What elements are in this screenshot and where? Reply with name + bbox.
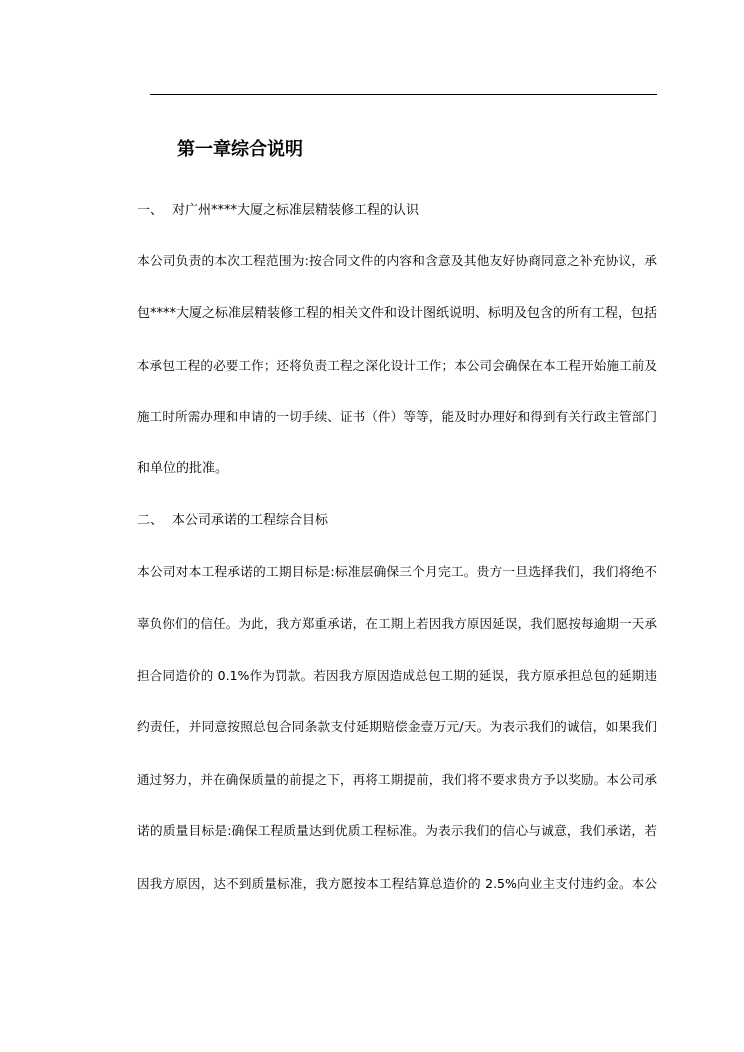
section-heading (137, 201, 419, 221)
paragraph-line: 因我方原因，达不到质量标准，我方愿按本工程结算总造价的 2.5%向业主支付违约金。本公 (137, 876, 657, 891)
paragraph-line: 诺的质量目标是:确保工程质量达到优质工程标准。为表示我们的信心与诚意，我们承诺，若 (137, 824, 657, 839)
paragraph-line: 本公司负责的本次工程范围为:按合同文件的内容和含意及其他友好协商同意之补充协议，承 (137, 254, 657, 269)
paragraph-line: 通过努力，并在确保质量的前提之下，再将工期提前，我们将不要求贵方予以奖励。本公司承 (137, 772, 657, 787)
paragraph-line: 和单位的批准。 (137, 461, 229, 476)
chapter-title: 第一章综合说明 (177, 139, 303, 160)
paragraph-line: 本公司对本工程承诺的工期目标是:标准层确保三个月完工。贵方一旦选择我们，我们将绝不 (137, 565, 657, 580)
header-rule (150, 94, 657, 95)
paragraph-line: 施工时所需办理和申请的一切手续、证书（件）等等，能及时办理好和得到有关行政主管部门 (137, 409, 657, 424)
section-number: 一、 (137, 203, 164, 218)
section-title: 本公司承诺的工程综合目标 (172, 513, 329, 528)
paragraph-line: 约责任，并同意按照总包合同条款支付延期赔偿金壹万元/天。为表示我们的诚信，如果我们 (137, 720, 657, 735)
section-number: 二、 (137, 513, 164, 528)
section-title: 对广州****大厦之标准层精装修工程的认识 (172, 203, 420, 218)
paragraph-line: 辜负你们的信任。为此，我方郑重承诺，在工期上若因我方原因延误，我们愿按每逾期一天承 (137, 616, 657, 631)
section-heading (137, 511, 328, 531)
paragraph-line: 包****大厦之标准层精装修工程的相关文件和设计图纸说明、标明及包含的所有工程，包括 (137, 306, 658, 321)
paragraph-line: 本承包工程的必要工作；还将负责工程之深化设计工作；本公司会确保在本工程开始施工前及 (137, 358, 657, 373)
paragraph-line: 担合同造价的 0.1%作为罚款。若因我方原因造成总包工期的延误，我方原承担总包的延期违 (137, 668, 657, 683)
